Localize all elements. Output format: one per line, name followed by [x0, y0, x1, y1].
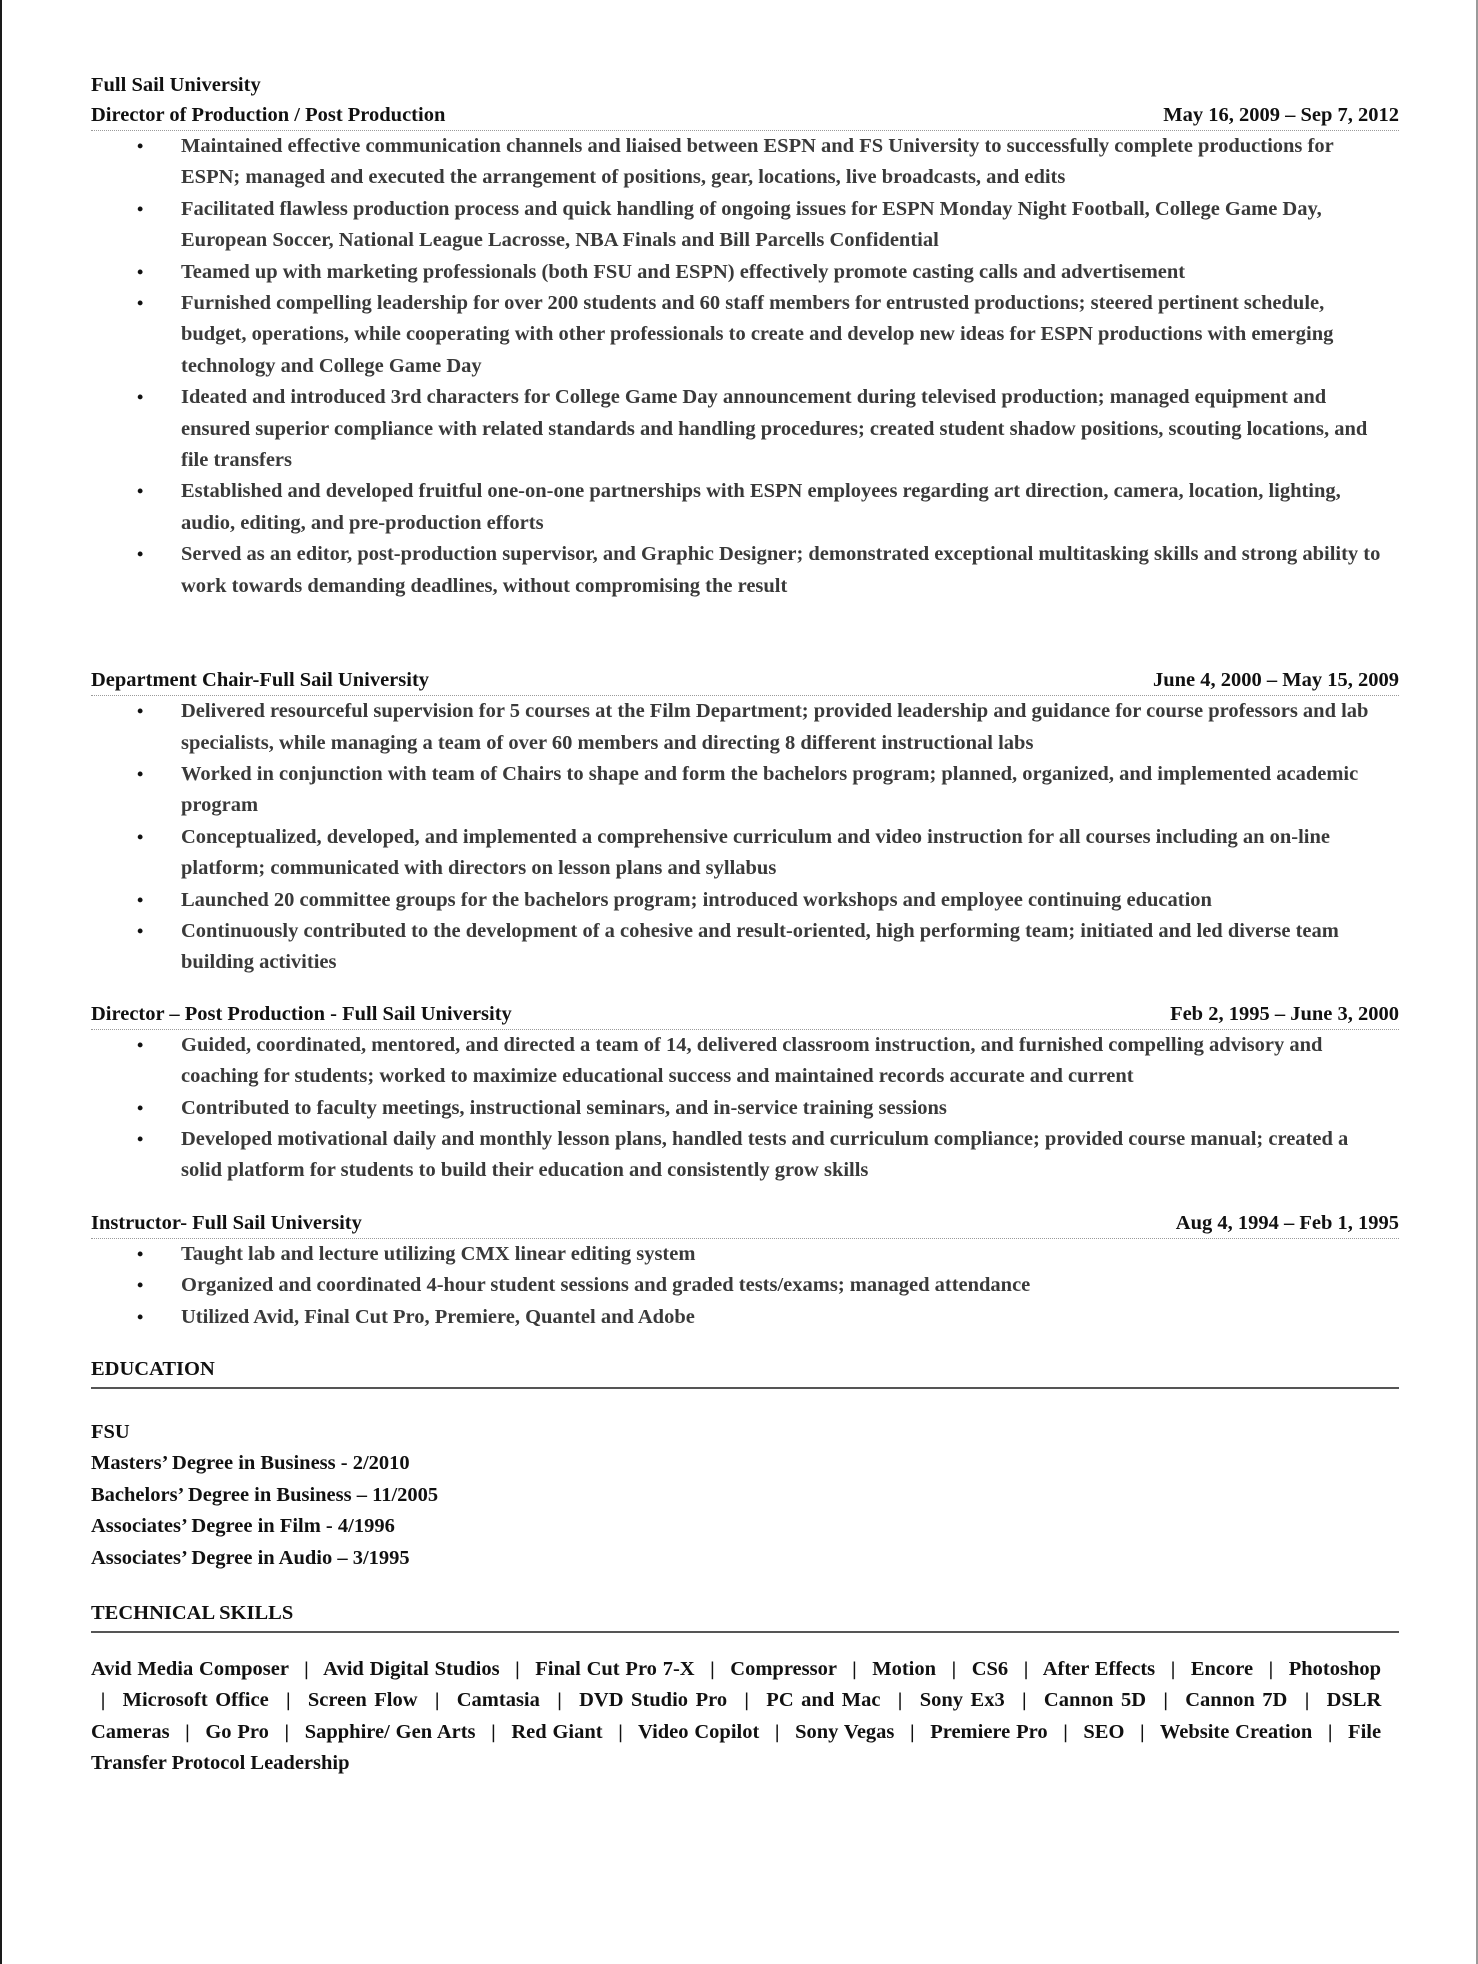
skill-item: File Transfer Protocol Leadership	[91, 1720, 1382, 1775]
skill-item: Cannon 7D	[1185, 1689, 1288, 1712]
bullet-text: Conceptualized, developed, and implemented a comprehensive curriculum and video instruction for all courses including an on-line platform; communicated with directors on lesson plans and syllabus	[181, 825, 1330, 880]
skill-separator: |	[303, 1659, 310, 1681]
skill-separator: |	[434, 1690, 441, 1712]
skill-separator: |	[897, 1690, 904, 1712]
bullet-icon: •	[137, 1306, 144, 1327]
education-school: FSU	[91, 1421, 130, 1443]
skill-separator: |	[950, 1659, 957, 1681]
skill-item: Camtasia	[456, 1689, 540, 1712]
bullet-icon: •	[137, 293, 144, 314]
skill-separator: |	[100, 1690, 107, 1712]
education-degree: Associates’ Degree in Audio – 3/1995	[91, 1546, 410, 1569]
skill-separator: |	[851, 1659, 858, 1681]
skill-item: Go Pro	[205, 1720, 269, 1743]
bullet-icon: •	[137, 889, 144, 910]
bullet-text: Ideated and introduced 3rd characters for College Game Day announcement during televised production; managed equipment and ensured superior compliance with related standards and handling procedures; created student shadow positions, scouting locations, and file transfers	[181, 386, 1368, 472]
list-item	[91, 1093, 1399, 1124]
skill-separator: |	[1327, 1721, 1334, 1743]
education-degree: Masters’ Degree in Business - 2/2010	[91, 1452, 410, 1475]
bullet-icon: •	[137, 826, 144, 847]
skill-item: Sony Ex3	[919, 1689, 1005, 1712]
bullet-icon: •	[137, 387, 144, 408]
job-bullet-list	[91, 131, 1399, 602]
job-bullet-list	[91, 1239, 1399, 1333]
bullet-text: Developed motivational daily and monthly lesson plans, handled tests and curriculum compliance; provided course manual; created a solid platform for students to build their education and consistently grow skills	[181, 1127, 1349, 1182]
bullet-icon: •	[137, 261, 144, 282]
bullet-text: Organized and coordinated 4-hour student sessions and graded tests/exams; managed attendance	[181, 1274, 1031, 1297]
skill-item: Premiere Pro	[930, 1720, 1048, 1743]
list-item	[91, 288, 1399, 382]
bullet-icon: •	[137, 1128, 144, 1149]
skill-separator: |	[1022, 1659, 1030, 1681]
bullet-text: Taught lab and lecture utilizing CMX linear editing system	[181, 1242, 696, 1265]
job-title: Director of Production / Post Production	[91, 104, 446, 126]
job-bullet-list	[91, 1030, 1399, 1187]
bullet-text: Continuously contributed to the development of a cohesive and result-oriented, high performing team; initiated and led diverse team building activities	[181, 919, 1339, 974]
list-item	[91, 822, 1399, 885]
skill-item: Motion	[872, 1658, 937, 1681]
skill-item: PC and Mac	[766, 1689, 881, 1712]
job-instructor	[91, 1209, 1399, 1333]
skill-item: Final Cut Pro 7-X	[535, 1658, 695, 1681]
list-item	[91, 476, 1399, 539]
job-dates: June 4, 2000 – May 15, 2009	[1153, 669, 1399, 692]
list-item	[91, 131, 1399, 194]
job-department-chair	[91, 666, 1399, 979]
list-item	[91, 885, 1399, 916]
skill-item: Sony Vegas	[795, 1720, 895, 1743]
skill-item: Video Copilot	[638, 1720, 760, 1743]
bullet-icon: •	[137, 136, 144, 156]
job-header	[91, 101, 1399, 131]
bullet-icon: •	[137, 763, 144, 784]
skill-separator: |	[184, 1721, 191, 1743]
skill-separator: |	[1162, 1690, 1169, 1712]
skill-item: DVD Studio Pro	[579, 1689, 728, 1712]
skill-separator: |	[514, 1659, 521, 1681]
bullet-text: Teamed up with marketing professionals (both FSU and ESPN) effectively promote casting calls and advertisement	[181, 260, 1186, 283]
skill-item: After Effects	[1042, 1658, 1156, 1681]
bullet-text: Worked in conjunction with team of Chairs to shape and form the bachelors program; planned, organized, and implemented academic program	[181, 762, 1359, 817]
bullet-text: Contributed to faculty meetings, instructional seminars, and in-service training sessions	[181, 1096, 947, 1119]
education-degree: Associates’ Degree in Film - 4/1996	[91, 1515, 395, 1538]
skill-separator: |	[1062, 1721, 1069, 1743]
list-item	[91, 759, 1399, 822]
skill-separator: |	[743, 1690, 750, 1712]
bullet-text: Maintained effective communication channels and liaised between ESPN and FS University to successfully complete productions for ESPN; managed and executed the arrangement of positions, gear, locations, live broadcasts, and edits	[181, 135, 1334, 189]
list-item	[91, 696, 1399, 759]
job-header	[91, 1000, 1399, 1030]
skill-separator: |	[709, 1659, 716, 1681]
list-item	[91, 539, 1399, 602]
bullet-icon: •	[137, 481, 144, 502]
bullet-icon: •	[137, 1275, 144, 1296]
bullet-text: Delivered resourceful supervision for 5 courses at the Film Department; provided leadership and guidance for course professors and lab specialists, while managing a team of over 60 members and directing 8 different instructional labs	[181, 700, 1369, 754]
resume-page	[91, 70, 1399, 1780]
job-director-production	[91, 70, 1399, 602]
bullet-icon: •	[137, 198, 144, 219]
skill-separator: |	[1139, 1721, 1146, 1743]
skills-heading: TECHNICAL SKILLS	[91, 1598, 1399, 1633]
page-edge-left	[0, 0, 2, 1964]
job-title: Department Chair-Full Sail University	[91, 669, 430, 692]
skill-item: Website Creation	[1159, 1720, 1313, 1743]
bullet-text: Established and developed fruitful one-on-one partnerships with ESPN employees regarding art direction, camera, location, lighting, audio, editing, and pre-production efforts	[181, 480, 1341, 534]
bullet-text: Facilitated flawless production process and quick handling of ongoing issues for ESPN Monday Night Football, College Game Day, European Soccer, National League Lacrosse, NBA Finals and Bill Parcells Confidential	[181, 197, 1322, 252]
list-item	[91, 1030, 1399, 1093]
bullet-text: Guided, coordinated, mentored, and directed a team of 14, delivered classroom instruction, and furnished compelling advisory and coaching for students; worked to maximize educational success and maintained records accurate and current	[181, 1033, 1323, 1088]
skill-item: Photoshop	[1288, 1658, 1382, 1681]
job-director-post-production	[91, 1000, 1399, 1187]
bullet-icon: •	[137, 1034, 144, 1055]
job-header	[91, 1209, 1399, 1239]
skill-item: Microsoft Office	[122, 1689, 269, 1712]
skill-item: Red Giant	[511, 1720, 603, 1743]
skill-item: Compressor	[730, 1658, 837, 1681]
bullet-text: Launched 20 committee groups for the bachelors program; introduced workshops and employee continuing education	[181, 888, 1212, 911]
skill-separator: |	[1303, 1690, 1311, 1712]
job-dates: May 16, 2009 – Sep 7, 2012	[1163, 104, 1399, 126]
list-item	[91, 257, 1399, 288]
skills-list	[91, 1654, 1381, 1780]
skill-separator: |	[1267, 1659, 1274, 1681]
skill-item: DSLR Cameras	[91, 1689, 1382, 1743]
list-item	[91, 1124, 1399, 1187]
skill-item: CS6	[971, 1658, 1009, 1681]
job-dates: Feb 2, 1995 – June 3, 2000	[1170, 1002, 1399, 1025]
list-item	[91, 382, 1399, 476]
skill-item: Cannon 5D	[1043, 1689, 1147, 1712]
job-header	[91, 666, 1399, 696]
education-heading: EDUCATION	[91, 1354, 1399, 1389]
bullet-icon: •	[137, 701, 144, 722]
bullet-text: Utilized Avid, Final Cut Pro, Premiere, Quantel and Adobe	[181, 1305, 695, 1328]
skill-separator: |	[774, 1721, 781, 1743]
bullet-icon: •	[137, 1243, 144, 1264]
bullet-icon: •	[137, 544, 144, 565]
skill-separator: |	[617, 1721, 624, 1743]
education-block	[91, 1417, 1399, 1574]
skill-separator: |	[285, 1690, 292, 1712]
list-item	[91, 916, 1399, 979]
skill-separator: |	[283, 1721, 290, 1743]
skill-item: Sapphire/ Gen Arts	[304, 1720, 476, 1743]
job-title: Instructor- Full Sail University	[91, 1211, 362, 1234]
skill-separator: |	[490, 1721, 497, 1743]
job-dates: Aug 4, 1994 – Feb 1, 1995	[1175, 1211, 1399, 1234]
skill-item: Screen Flow	[307, 1689, 418, 1712]
list-item	[91, 1270, 1399, 1301]
list-item	[91, 194, 1399, 257]
skill-separator: |	[1169, 1659, 1177, 1681]
skill-item: Avid Digital Studios	[323, 1658, 500, 1681]
bullet-text: Furnished compelling leadership for over 200 students and 60 staff members for entrusted productions; steered pertinent schedule, budget, operations, while cooperating with other professionals to create and develop new ideas for ESPN productions with emerging technology and College Game Day	[181, 292, 1334, 377]
job-bullet-list	[91, 696, 1399, 979]
job-title: Director – Post Production - Full Sail University	[91, 1002, 512, 1025]
bullet-icon: •	[137, 1097, 144, 1118]
skill-item: Encore	[1190, 1658, 1254, 1681]
skill-separator: |	[556, 1690, 563, 1712]
skill-separator: |	[1021, 1690, 1028, 1712]
skill-item: Avid Media Composer	[91, 1658, 289, 1681]
skill-separator: |	[909, 1721, 916, 1743]
list-item	[91, 1239, 1399, 1270]
list-item	[91, 1302, 1399, 1333]
job-organization: Full Sail University	[91, 74, 261, 96]
education-degree: Bachelors’ Degree in Business – 11/2005	[91, 1483, 439, 1506]
bullet-icon: •	[137, 920, 144, 941]
skill-item: SEO	[1083, 1720, 1125, 1743]
bullet-text: Served as an editor, post-production supervisor, and Graphic Designer; demonstrated exceptional multitasking skills and strong ability to work towards demanding deadlines, without compromising the result	[181, 543, 1381, 597]
